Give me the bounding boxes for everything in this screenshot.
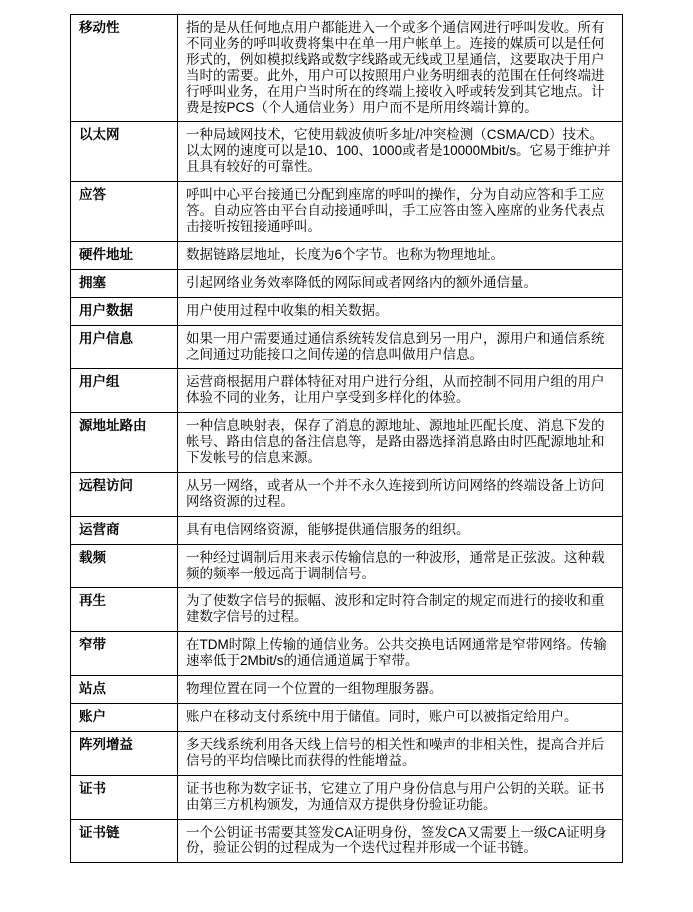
term-cell: 硬件地址: [71, 241, 178, 269]
definition-cell: 引起网络业务效率降低的网际间或者网络内的额外通信量。: [178, 269, 623, 297]
term-cell: 阵列增益: [71, 731, 178, 775]
term-cell: 用户数据: [71, 297, 178, 325]
glossary-table: [70, 14, 623, 863]
term-cell: 账户: [71, 704, 178, 732]
table-row: [71, 632, 623, 676]
term-cell: 用户组: [71, 369, 178, 413]
definition-cell: 数据链路层地址，长度为6个字节。也称为物理地址。: [178, 241, 623, 269]
term-cell: 站点: [71, 676, 178, 704]
definition-cell: 一种经过调制后用来表示传输信息的一种波形，通常是正弦波。这种载频的频率一般远高于调制信号。: [178, 544, 623, 588]
definition-cell: 用户使用过程中收集的相关数据。: [178, 297, 623, 325]
table-row: [71, 269, 623, 297]
definition-cell: 呼叫中心平台接通已分配到座席的呼叫的操作，分为自动应答和手工应答。自动应答由平台自动接通呼叫，手工应答由签入座席的业务代表点击接听按钮接通呼叫。: [178, 182, 623, 242]
definition-cell: 物理位置在同一个位置的一组物理服务器。: [178, 676, 623, 704]
term-cell: 应答: [71, 182, 178, 242]
table-row: [71, 15, 623, 122]
table-row: [71, 819, 623, 863]
definition-cell: 一种信息映射表，保存了消息的源地址、源地址匹配长度、消息下发的帐号、路由信息的备注信息等，是路由器选择消息路由时匹配源地址和下发帐号的信息来源。: [178, 413, 623, 473]
term-cell: 源地址路由: [71, 413, 178, 473]
table-row: [71, 472, 623, 516]
table-row: [71, 369, 623, 413]
table-row: [71, 241, 623, 269]
glossary-table-body: [71, 15, 623, 863]
term-cell: 窄带: [71, 632, 178, 676]
table-row: [71, 544, 623, 588]
table-row: [71, 325, 623, 369]
definition-cell: 为了使数字信号的振幅、波形和定时符合制定的规定而进行的接收和重建数字信号的过程。: [178, 588, 623, 632]
table-row: [71, 413, 623, 473]
definition-cell: 如果一用户需要通过通信系统转发信息到另一用户，源用户和通信系统之间通过功能接口之间传递的信息叫做用户信息。: [178, 325, 623, 369]
table-row: [71, 122, 623, 182]
table-row: [71, 704, 623, 732]
term-cell: 拥塞: [71, 269, 178, 297]
definition-cell: 指的是从任何地点用户都能进入一个或多个通信网进行呼叫发收。所有不同业务的呼叫收费将集中在单一用户帐单上。连接的媒质可以是任何形式的，例如模拟线路或数字线路或无线或卫星通信，这要取决于用户当时的需要。此外，用户可以按照用户业务明细表的范围在任何终端进行呼叫业务，在用户当时所在的终端上接收入呼或转发到其它地点。计费是按PCS（个人通信业务）用户而不是所用终端计算的。: [178, 15, 623, 122]
definition-cell: 一种局域网技术，它使用载波侦听多址/冲突检测（CSMA/CD）技术。以太网的速度可以是10、100、1000或者是10000Mbit/s。它易于维护并且具有较好的可靠性。: [178, 122, 623, 182]
definition-cell: 多天线系统利用各天线上信号的相关性和噪声的非相关性，提高合并后信号的平均信噪比而获得的性能增益。: [178, 731, 623, 775]
definition-cell: 证书也称为数字证书，它建立了用户身份信息与用户公钥的关联。证书由第三方机构颁发，为通信双方提供身份验证功能。: [178, 775, 623, 819]
table-row: [71, 516, 623, 544]
table-row: [71, 297, 623, 325]
table-row: [71, 775, 623, 819]
term-cell: 再生: [71, 588, 178, 632]
term-cell: 载频: [71, 544, 178, 588]
definition-cell: 运营商根据用户群体特征对用户进行分组，从而控制不同用户组的用户体验不同的业务，让用户享受到多样化的体验。: [178, 369, 623, 413]
table-row: [71, 731, 623, 775]
table-row: [71, 182, 623, 242]
definition-cell: 一个公钥证书需要其签发CA证明身份，签发CA又需要上一级CA证明身份，验证公钥的过程成为一个迭代过程并形成一个证书链。: [178, 819, 623, 863]
term-cell: 远程访问: [71, 472, 178, 516]
definition-cell: 账户在移动支付系统中用于储值。同时，账户可以被指定给用户。: [178, 704, 623, 732]
term-cell: 移动性: [71, 15, 178, 122]
definition-cell: 从另一网络，或者从一个并不永久连接到所访问网络的终端设备上访问网络资源的过程。: [178, 472, 623, 516]
table-row: [71, 676, 623, 704]
term-cell: 用户信息: [71, 325, 178, 369]
term-cell: 以太网: [71, 122, 178, 182]
definition-cell: 在TDM时隙上传输的通信业务。公共交换电话网通常是窄带网络。传输速率低于2Mbit/s的通信通道属于窄带。: [178, 632, 623, 676]
definition-cell: 具有电信网络资源，能够提供通信服务的组织。: [178, 516, 623, 544]
term-cell: 运营商: [71, 516, 178, 544]
term-cell: 证书: [71, 775, 178, 819]
table-row: [71, 588, 623, 632]
term-cell: 证书链: [71, 819, 178, 863]
